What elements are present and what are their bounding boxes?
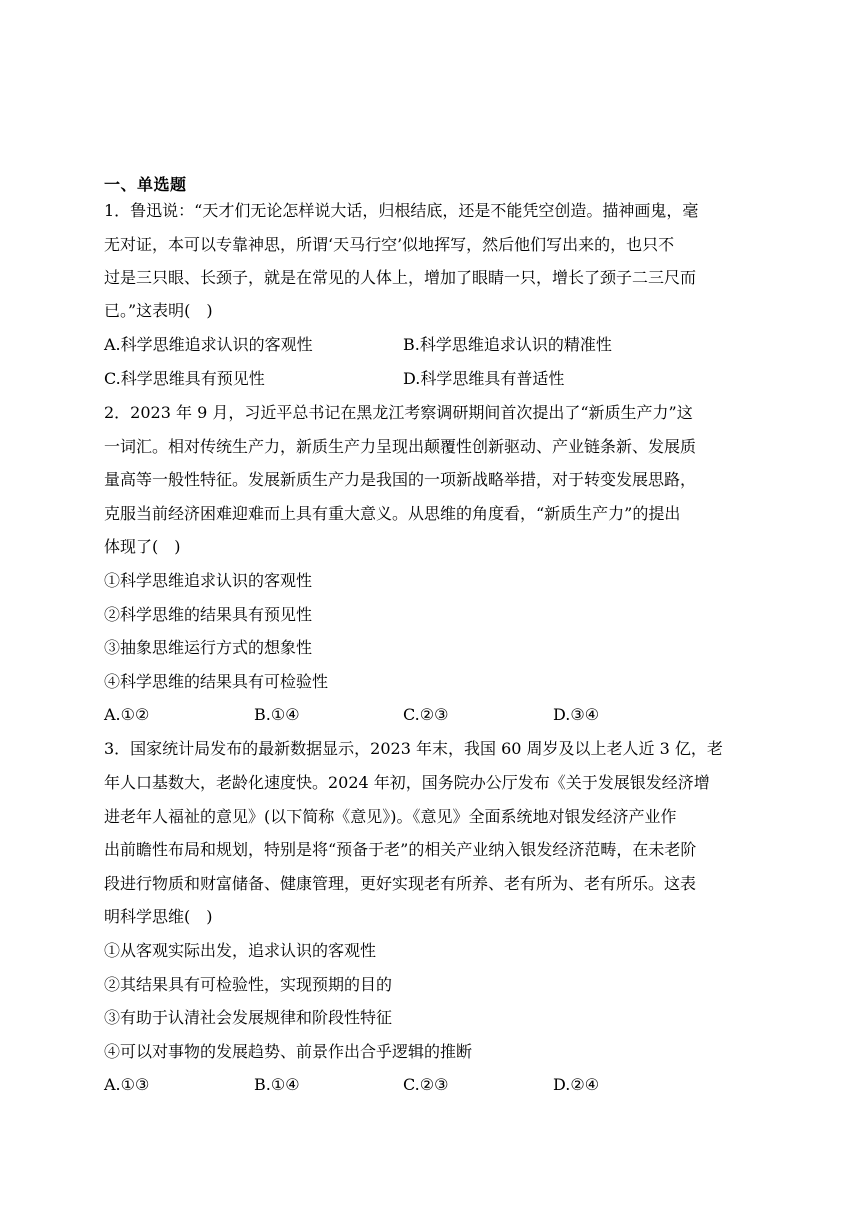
question-2-line-3: 量高等一般性特征。发展新质生产力是我国的一项新战略举措，对于转变发展思路， [104, 470, 697, 489]
question-2-item-4: ④科学思维的结果具有可检验性 [104, 672, 329, 691]
question-2-option-b: B.①④ [254, 705, 300, 724]
question-3-line-3: 进老年人福祉的意见》(以下简称《意见》)。《意见》全面系统地对银发经济产业作 [104, 807, 677, 826]
question-3-option-d: D.②④ [553, 1075, 600, 1094]
question-2-item-2: ②科学思维的结果具有预见性 [104, 605, 313, 624]
question-2-line-4: 克服当前经济困难迎难而上具有重大意义。从思维的角度看，“新质生产力”的提出 [104, 504, 681, 523]
question-1-line-3: 过是三只眼、长颈子，就是在常见的人体上，增加了眼睛一只，增长了颈子二三尺而 [104, 268, 697, 287]
question-3-item-4: ④可以对事物的发展趋势、前景作出合乎逻辑的推断 [104, 1042, 473, 1061]
question-1-option-d: D.科学思维具有普适性 [403, 369, 565, 388]
question-3-line-4: 出前瞻性布局和规划，特别是将“预备于老”的相关产业纳入银发经济范畴，在未老阶 [104, 840, 697, 859]
question-2-option-c: C.②③ [403, 705, 449, 724]
question-3-item-3: ③有助于认清社会发展规律和阶段性特征 [104, 1008, 393, 1027]
question-2-item-3: ③抽象思维运行方式的想象性 [104, 638, 313, 657]
question-1-line-2: 无对证，本可以专靠神思，所谓‘天马行空’似地挥写，然后他们写出来的，也只不 [104, 235, 675, 254]
question-1-option-b: B.科学思维追求认识的精准性 [403, 335, 612, 354]
question-2-line-1: 2．2023 年 9 月，习近平总书记在黑龙江考察调研期间首次提出了“新质生产力”这 [104, 403, 693, 422]
question-3-option-a: A.①③ [104, 1075, 150, 1094]
question-3-option-c: C.②③ [403, 1075, 449, 1094]
question-2-option-a: A.①② [104, 705, 150, 724]
question-1-option-c: C.科学思维具有预见性 [104, 369, 265, 388]
question-3-item-1: ①从客观实际出发，追求认识的客观性 [104, 941, 377, 960]
question-2-item-1: ①科学思维追求认识的客观性 [104, 571, 313, 590]
question-1-line-1: 1．鲁迅说：“天才们无论怎样说大话，归根结底，还是不能凭空创造。描神画鬼，毫 [104, 201, 699, 220]
question-2-line-2: 一词汇。相对传统生产力，新质生产力呈现出颠覆性创新驱动、产业链条新、发展质 [104, 437, 697, 456]
question-3-option-b: B.①④ [254, 1075, 300, 1094]
question-3-line-1: 3．国家统计局发布的最新数据显示，2023 年末，我国 60 周岁及以上老人近 3 亿，老 [104, 739, 723, 758]
question-3-item-2: ②其结果具有可检验性，实现预期的目的 [104, 975, 393, 994]
question-3-line-5: 段进行物质和财富储备、健康管理，更好实现老有所养、老有所为、老有所乐。这表 [104, 874, 697, 893]
question-2-line-5: 体现了( ) [104, 537, 181, 556]
question-1-line-4: 已。”这表明( ) [104, 301, 213, 320]
question-1-option-a: A.科学思维追求认识的客观性 [104, 335, 313, 354]
question-3-line-6: 明科学思维( ) [104, 907, 213, 926]
question-2-option-d: D.③④ [553, 705, 600, 724]
section-title: 一、单选题 [104, 175, 187, 194]
question-3-line-2: 年人口基数大，老龄化速度快。2024 年初，国务院办公厅发布《关于发展银发经济增 [104, 773, 710, 792]
